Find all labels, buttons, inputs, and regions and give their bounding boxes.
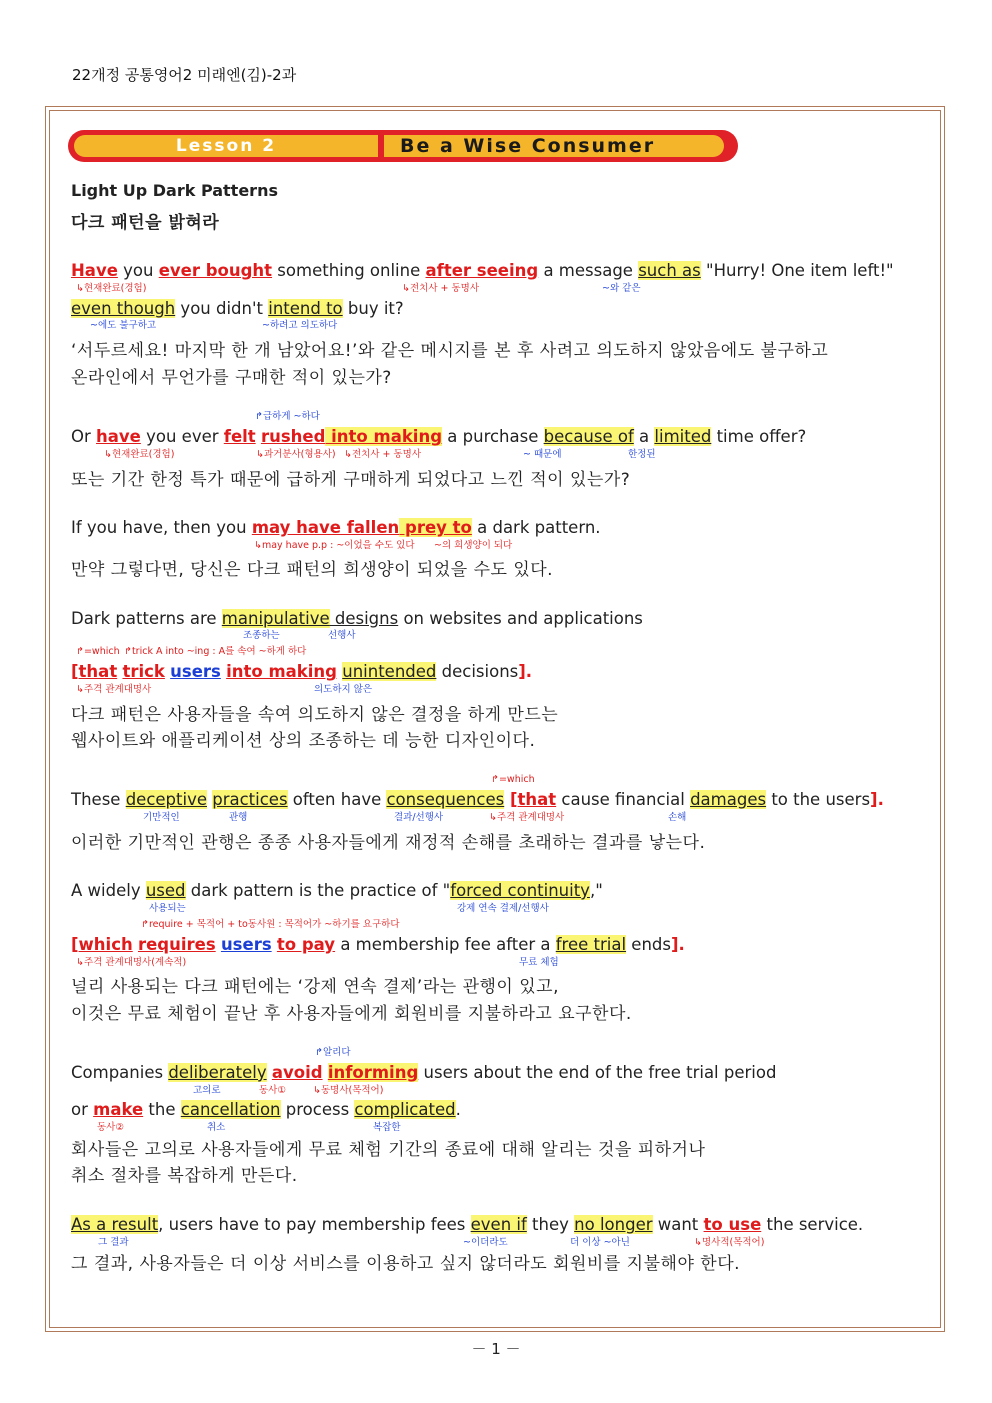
word: intend to (268, 299, 343, 318)
word: complicated (354, 1100, 456, 1119)
word: forced continuity (450, 881, 590, 900)
word: into making (226, 662, 337, 681)
heading-english: Light Up Dark Patterns (71, 181, 278, 200)
word: limited (654, 427, 712, 446)
p4-korean2: 웹사이트와 애플리케이션 상의 조종하는 데 능한 디자인이다. (71, 731, 536, 751)
annotation: ↳주격 관계대명사 (76, 684, 152, 695)
word: have (96, 427, 141, 446)
lesson-title: Be a Wise Consumer (400, 135, 656, 157)
word: practices (212, 790, 288, 809)
annotation: ↱=which (76, 646, 120, 657)
word: to pay (276, 935, 336, 954)
annotation: ~와 같은 (602, 283, 641, 294)
word: unintended (342, 662, 437, 681)
p6-korean2: 이것은 무료 체험이 끝난 후 사용자들에게 회원비를 지불하라고 요구한다. (71, 1004, 632, 1024)
p5-korean: 이러한 기만적인 관행은 종종 사용자들에게 재정적 손해를 초래하는 결과를 낳는다. (71, 833, 706, 853)
annotation: 강제 연속 결제/선행사 (457, 903, 549, 914)
annotation: 사용되는 (149, 903, 186, 914)
word: into making (325, 427, 443, 446)
word: may have fallen (251, 518, 400, 537)
annotation: ↱급하게 ~하다 (255, 411, 320, 422)
word: cancellation (180, 1100, 281, 1119)
word: even though (71, 299, 176, 318)
annotation: 손해 (668, 812, 687, 823)
annotation: ↳주격 관계대명사 (489, 812, 565, 823)
page-header: 22개정 공통영어2 미래엔(김)-2과 (72, 66, 297, 84)
annotation: 의도하지 않은 (314, 684, 373, 695)
annotation: 고의로 (193, 1085, 221, 1096)
annotation: 동사① (259, 1085, 286, 1096)
word: that (517, 790, 557, 809)
word: make (93, 1100, 144, 1119)
heading-korean: 다크 패턴을 밝혀라 (71, 213, 220, 233)
word: informing (327, 1063, 419, 1082)
annotation: ↳동명사(목적어) (313, 1085, 384, 1096)
annotation: 기만적인 (143, 812, 180, 823)
annotation: 복잡한 (373, 1122, 401, 1133)
p3-korean: 만약 그렇다면, 당신은 다크 패턴의 희생양이 되었을 수도 있다. (71, 560, 554, 580)
annotation: ↳명사적(목적어) (694, 1237, 765, 1248)
p2-korean: 또는 기간 한정 특가 때문에 급하게 구매하게 되었다고 느낀 적이 있는가? (71, 470, 631, 490)
word: prey to (399, 518, 472, 537)
p4-line1: Dark patterns are manipulative designs on websites and applications (71, 609, 643, 628)
word: to use (703, 1215, 762, 1234)
p6-korean1: 널리 사용되는 다크 패턴에는 ‘강제 연속 결제’라는 관행이 있고, (71, 977, 559, 997)
annotation: 그 결과 (98, 1237, 129, 1248)
p6-line1: A widely used dark pattern is the practice of "forced continuity," (71, 881, 603, 900)
annotation: 관행 (229, 812, 248, 823)
word: requires (137, 935, 216, 954)
p2-line1: Or have you ever felt rushed into making a purchase because of a limited time offer? (71, 427, 807, 446)
p5-line1: These deceptive practices often have consequences [that cause financial damages to the users]. (71, 790, 884, 809)
annotation: ↱=which (491, 774, 535, 785)
word: users (170, 662, 221, 681)
annotation: ↱require + 목적어 + to동사원 : 목적어가 ~하기를 요구하다 (141, 919, 400, 930)
annotation: ↳전치사 + 동명사 (402, 283, 480, 294)
word: avoid (271, 1063, 323, 1082)
annotation: ~ 때문에 (523, 449, 562, 460)
word: ever bought (158, 261, 273, 280)
annotation: 취소 (207, 1122, 226, 1133)
word: used (145, 881, 186, 900)
word: felt (223, 427, 256, 446)
p7-line1: Companies deliberately avoid informing users about the end of the free trial period (71, 1063, 777, 1082)
word: after seeing (425, 261, 539, 280)
annotation: 무료 체험 (519, 957, 559, 968)
annotation: 동사② (97, 1122, 124, 1133)
p1-line2: even though you didn't intend to buy it? (71, 299, 404, 318)
annotation: ↳전치사 + 동명사 (344, 449, 422, 460)
annotation: 한정된 (628, 449, 656, 460)
word: deliberately (168, 1063, 267, 1082)
word: even if (470, 1215, 527, 1234)
p7-korean1: 회사들은 고의로 사용자들에게 무료 체험 기간의 종료에 대해 알리는 것을 피하거나 (71, 1140, 706, 1160)
word: trick (122, 662, 165, 681)
p7-line2: or make the cancellation process complicated. (71, 1100, 461, 1119)
p4-korean1: 다크 패턴은 사용자들을 속여 의도하지 않은 결정을 하게 만드는 (71, 705, 559, 725)
word: no longer (574, 1215, 653, 1234)
p1-korean2: 온라인에서 무언가를 구매한 적이 있는가? (71, 368, 392, 388)
p4-line2: [that trick users into making unintended decisions]. (71, 662, 533, 681)
p6-line2: [which requires users to pay a membership fee after a free trial ends]. (71, 935, 685, 954)
annotation: ↳현재완료(경험) (76, 283, 147, 294)
p8-line1: As a result, users have to pay membership fees even if they no longer want to use the service. (71, 1215, 864, 1234)
p1-korean1: ‘서두르세요! 마지막 한 개 남았어요!’와 같은 메시지를 본 후 사려고 의도하지 않았음에도 불구하고 (71, 341, 829, 361)
word: Have (71, 261, 118, 280)
word: such as (638, 261, 701, 280)
word: free trial (555, 935, 627, 954)
annotation: ~하려고 의도하다 (262, 320, 338, 331)
annotation: ↳may have p.p : ~이었을 수도 있다 (254, 540, 415, 551)
p7-korean2: 취소 절차를 복잡하게 만든다. (71, 1166, 298, 1186)
page-number: － 1 － (471, 1340, 521, 1358)
annotation: ↳현재완료(경험) (104, 449, 175, 460)
word: users (220, 935, 272, 954)
word: which (78, 935, 133, 954)
word: that (78, 662, 118, 681)
word: consequences (386, 790, 505, 809)
annotation: 선행사 (328, 630, 356, 641)
annotation: ~에도 불구하고 (90, 320, 157, 331)
annotation: 결과/선행사 (394, 812, 444, 823)
word: manipulative (221, 609, 330, 628)
p8-korean: 그 결과, 사용자들은 더 이상 서비스를 이용하고 싶지 않더라도 회원비를 지불해야 한다. (71, 1254, 741, 1274)
annotation: 조종하는 (243, 630, 280, 641)
annotation: ~의 희생양이 되다 (434, 540, 513, 551)
annotation: ↳주격 관계대명사(계속적) (76, 957, 187, 968)
word: designs (329, 609, 399, 628)
word: rushed (260, 427, 326, 446)
annotation: ~이더라도 (463, 1237, 508, 1248)
p1-line1: Have you ever bought something online after seeing a message such as "Hurry! One item left!" (71, 261, 894, 280)
word: As a result (71, 1215, 159, 1234)
word: because of (543, 427, 634, 446)
word: deceptive (125, 790, 207, 809)
word: damages (690, 790, 767, 809)
annotation: ↱trick A into ~ing : A를 속여 ~하게 하다 (124, 646, 307, 657)
annotation: ↳과거분사(형용사) (256, 449, 336, 460)
p3-line1: If you have, then you may have fallen prey to a dark pattern. (71, 518, 601, 537)
annotation: ↱알리다 (315, 1047, 351, 1058)
annotation: 더 이상 ~아닌 (570, 1237, 630, 1248)
lesson-label: Lesson 2 (175, 136, 277, 156)
lesson-banner (68, 130, 738, 162)
